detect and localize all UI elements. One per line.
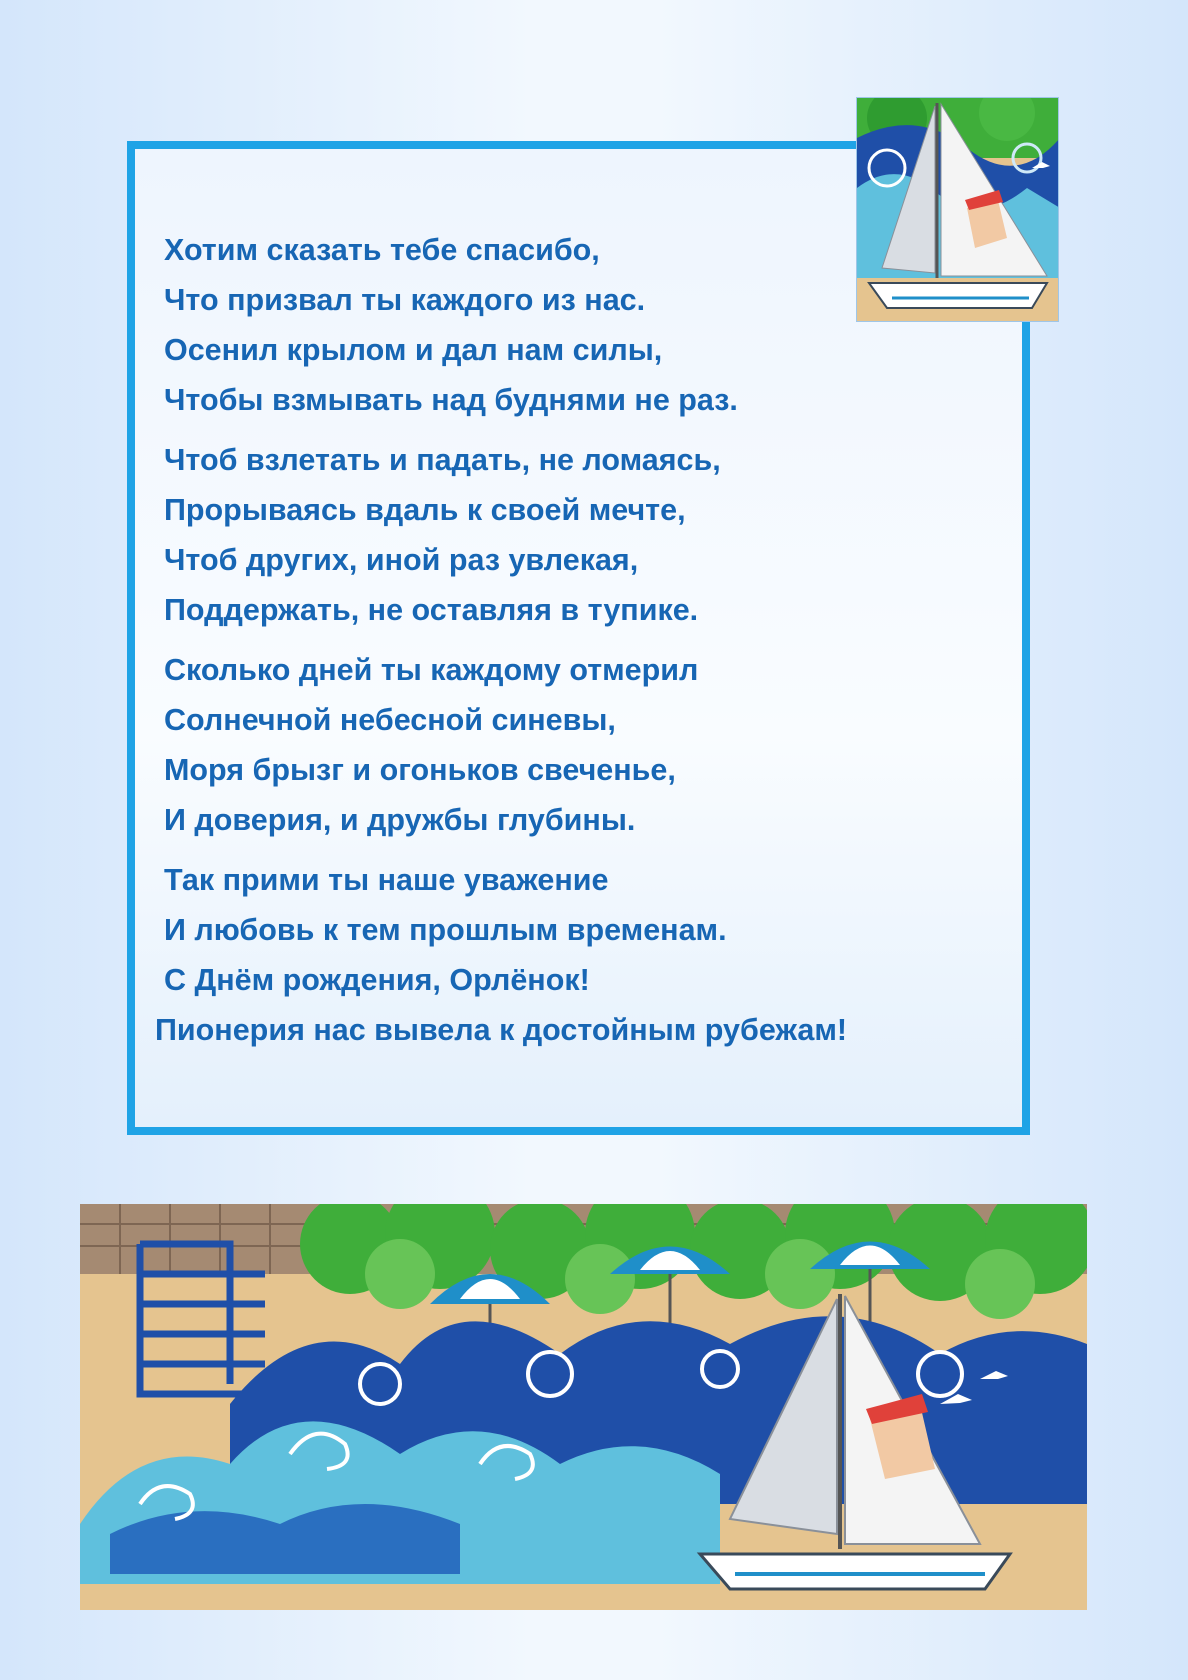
poem-line: Что призвал ты каждого из нас. — [164, 283, 646, 317]
poem-line: С Днём рождения, Орлёнок! — [164, 963, 590, 997]
poem-line: Солнечной небесной синевы, — [164, 703, 616, 737]
poem-line: Прорываясь вдаль к своей мечте, — [164, 493, 686, 527]
poem-text — [155, 225, 1024, 1065]
poem-line: И любовь к тем прошлым временам. — [164, 913, 727, 947]
seaside-beach-scene — [80, 1204, 1087, 1610]
poem-line: Поддержать, не оставляя в тупике. — [164, 593, 699, 627]
stanza-2 — [164, 435, 1024, 635]
poem-line: Сколько дней ты каждому отмерил — [164, 653, 699, 687]
poem-line: Осенил крылом и дал нам силы, — [164, 333, 663, 367]
poem-line: Так прими ты наше уважение — [164, 863, 609, 897]
poem-line: Пионерия нас вывела к достойным рубежам! — [155, 1013, 848, 1047]
poem-line: Чтоб других, иной раз увлекая, — [164, 543, 639, 577]
poem-line: Чтоб взлетать и падать, не ломаясь, — [164, 443, 721, 477]
stanza-4 — [155, 855, 1024, 1055]
poem-line: Моря брызг и огоньков свеченье, — [164, 753, 676, 787]
sailboat-icon — [856, 97, 1059, 322]
stanza-3 — [164, 645, 1024, 845]
poem-line: Хотим сказать тебе спасибо, — [164, 233, 600, 267]
poem-line: И доверия, и дружбы глубины. — [164, 803, 636, 837]
poem-line: Чтобы взмывать над буднями не раз. — [164, 383, 738, 417]
